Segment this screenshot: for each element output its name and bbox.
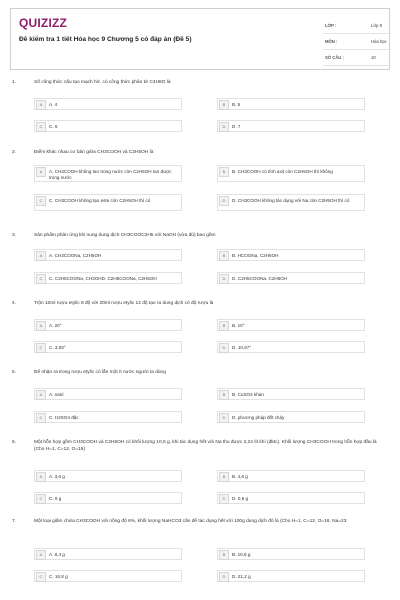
option-text: A. CH3COONa, C2H5OH (49, 253, 102, 258)
option-c[interactable] (34, 570, 182, 582)
option-letter: D (219, 274, 229, 284)
option-letter: D (219, 494, 229, 504)
question-number: 2. (12, 150, 17, 155)
option-text: D. 10,67° (232, 345, 252, 350)
option-d[interactable] (217, 194, 365, 211)
option-text: A. CH3COOH không tan trong nước còn C2H5OH tan được trong nước (49, 169, 172, 180)
option-text: C. C2H5COONa, CH3OHD. C2H5COONa, C2H5OH (49, 276, 157, 281)
meta-key: LỚP : (325, 23, 337, 28)
question-text: Trộn 10ml rượu etylic 8 độ với 20ml rượu etylic 12 độ tạo ra dung dịch có độ rượu là (34, 301, 214, 306)
meta-row-class (323, 17, 391, 34)
question-number: 5. (12, 370, 17, 375)
option-letter: C (36, 274, 46, 284)
option-a[interactable] (34, 388, 182, 400)
option-c[interactable] (34, 341, 182, 353)
question-number: 1. (12, 80, 17, 85)
option-d[interactable] (217, 492, 365, 504)
option-d[interactable] (217, 411, 365, 423)
option-d[interactable] (217, 341, 365, 353)
page-title: Đề kiểm tra 1 tiết Hóa học 9 Chương 5 có đáp án (Đề 5) (19, 36, 192, 43)
option-text: D. 7 (232, 124, 241, 129)
option-letter: A (36, 550, 46, 560)
option-letter: D (219, 343, 229, 353)
option-letter: A (36, 321, 46, 331)
option-c[interactable] (34, 120, 182, 132)
meta-row-subject (323, 33, 391, 50)
option-text: B. 10,6 g (232, 552, 251, 557)
option-b[interactable] (217, 470, 365, 482)
option-text: C. 6 (49, 124, 58, 129)
option-text: D. CH3COOH không tác dụng với Na còn C2H5OH thì có (232, 198, 350, 203)
option-c[interactable] (34, 411, 182, 423)
option-a[interactable] (34, 548, 182, 560)
option-text: B. 4,6 g (232, 474, 248, 479)
option-a[interactable] (34, 319, 182, 331)
option-a[interactable] (34, 249, 182, 261)
option-letter: A (36, 472, 46, 482)
question-text: Điểm khác nhau cơ bản giữa CH3COOH và C2H5OH là (34, 150, 154, 155)
option-b[interactable] (217, 388, 365, 400)
meta-table (323, 9, 391, 71)
option-letter: D (219, 413, 229, 423)
question-text: Một loại giấm chứa CH3COOH với nồng độ 6%, khối lượng NaHCO3 cần để tác dụng hết với 100g dung dịch đó là (Cho H=1, C=12, O=16, Na=23 (34, 519, 347, 524)
option-letter: C (36, 343, 46, 353)
option-text: D. 0,6 g (232, 496, 249, 501)
question-number: 7. (12, 519, 17, 524)
option-text: D. C2H5COONa, C2H5OH (232, 276, 288, 281)
option-b[interactable] (217, 249, 365, 261)
option-text: B. 10° (232, 323, 245, 328)
option-c[interactable] (34, 194, 182, 211)
option-letter: D (219, 572, 229, 582)
option-text: B. CH3COOH có tính axit còn C2H5OH thì không (232, 169, 333, 174)
option-a[interactable] (34, 98, 182, 110)
option-d[interactable] (217, 570, 365, 582)
option-text: C. 6 g (49, 496, 62, 501)
option-letter: A (36, 100, 46, 110)
quizizz-logo: QUIZIZZ (19, 16, 68, 30)
option-text: B. HCOONa, C2H5OH (232, 253, 279, 258)
option-letter: A (36, 390, 46, 400)
question-number: 3. (12, 233, 17, 238)
question-number: 6. (12, 440, 17, 445)
question-text: Một hỗn hợp gồm CH3COOH và C2H5OH có khối lượng 10,6 g, khi tác dụng hết với Na thu được 2,24 lít khí (đktc). Khối lượng CH3COOH trong hỗn hợp đầu là (Cho H=1, C=12, O=16) (34, 440, 377, 452)
option-b[interactable] (217, 98, 365, 110)
option-text: A. 8,4 g (49, 552, 65, 557)
meta-key: SỐ CÂU : (325, 55, 344, 60)
option-d[interactable] (217, 272, 365, 284)
question-text: Số công thức cấu tạo mạch hở, có công thức phân tử C4H8O là (34, 80, 171, 85)
option-text: C. 16,8 g (49, 574, 68, 579)
option-letter: C (36, 413, 46, 423)
option-letter: B (219, 321, 229, 331)
option-letter: B (219, 472, 229, 482)
option-letter: B (219, 100, 229, 110)
option-letter: D (219, 122, 229, 132)
option-text: A. 3,6 g (49, 474, 65, 479)
question-text: Sản phẩm phản ứng khi nung dung dịch CH3COOC2H5 với NaOH (vừa đủ) bao gồm (34, 233, 216, 238)
option-letter: A (36, 167, 46, 177)
option-text: A. natri (49, 392, 64, 397)
question-text: Để nhận ra trong rượu etylic có lẫn một ít nước người ta dùng (34, 370, 166, 375)
option-text: A. 4 (49, 102, 58, 107)
option-letter: C (36, 196, 46, 206)
option-letter: B (219, 390, 229, 400)
option-letter: B (219, 167, 229, 177)
option-text: C. H2SO4 đặc (49, 415, 79, 420)
meta-key: MÔN : (325, 39, 338, 44)
option-letter: A (36, 251, 46, 261)
option-a[interactable] (34, 470, 182, 482)
option-letter: C (36, 494, 46, 504)
option-text: D. phương pháp đốt cháy (232, 415, 285, 420)
option-text: A. 20° (49, 323, 62, 328)
option-c[interactable] (34, 492, 182, 504)
option-text: C. 3,93° (49, 345, 66, 350)
question-number: 4. (12, 301, 17, 306)
worksheet-header (10, 8, 390, 70)
option-text: B. CuSO4 khan (232, 392, 264, 397)
option-text: B. 5 (232, 102, 241, 107)
option-b[interactable] (217, 319, 365, 331)
meta-value: Hóa học (371, 39, 387, 44)
option-letter: C (36, 122, 46, 132)
option-c[interactable] (34, 272, 182, 284)
option-text: D. 21,2 g (232, 574, 251, 579)
option-text: C. CH3COOH không tạo este còn C2H5OH thì có (49, 198, 151, 203)
option-letter: B (219, 251, 229, 261)
option-d[interactable] (217, 120, 365, 132)
meta-row-count (323, 49, 391, 66)
option-letter: D (219, 196, 229, 206)
option-b[interactable] (217, 165, 365, 182)
meta-value: Lớp 9 (371, 23, 382, 28)
option-b[interactable] (217, 548, 365, 560)
meta-value: 10 (371, 55, 376, 60)
option-a[interactable] (34, 165, 182, 182)
option-letter: C (36, 572, 46, 582)
option-letter: B (219, 550, 229, 560)
